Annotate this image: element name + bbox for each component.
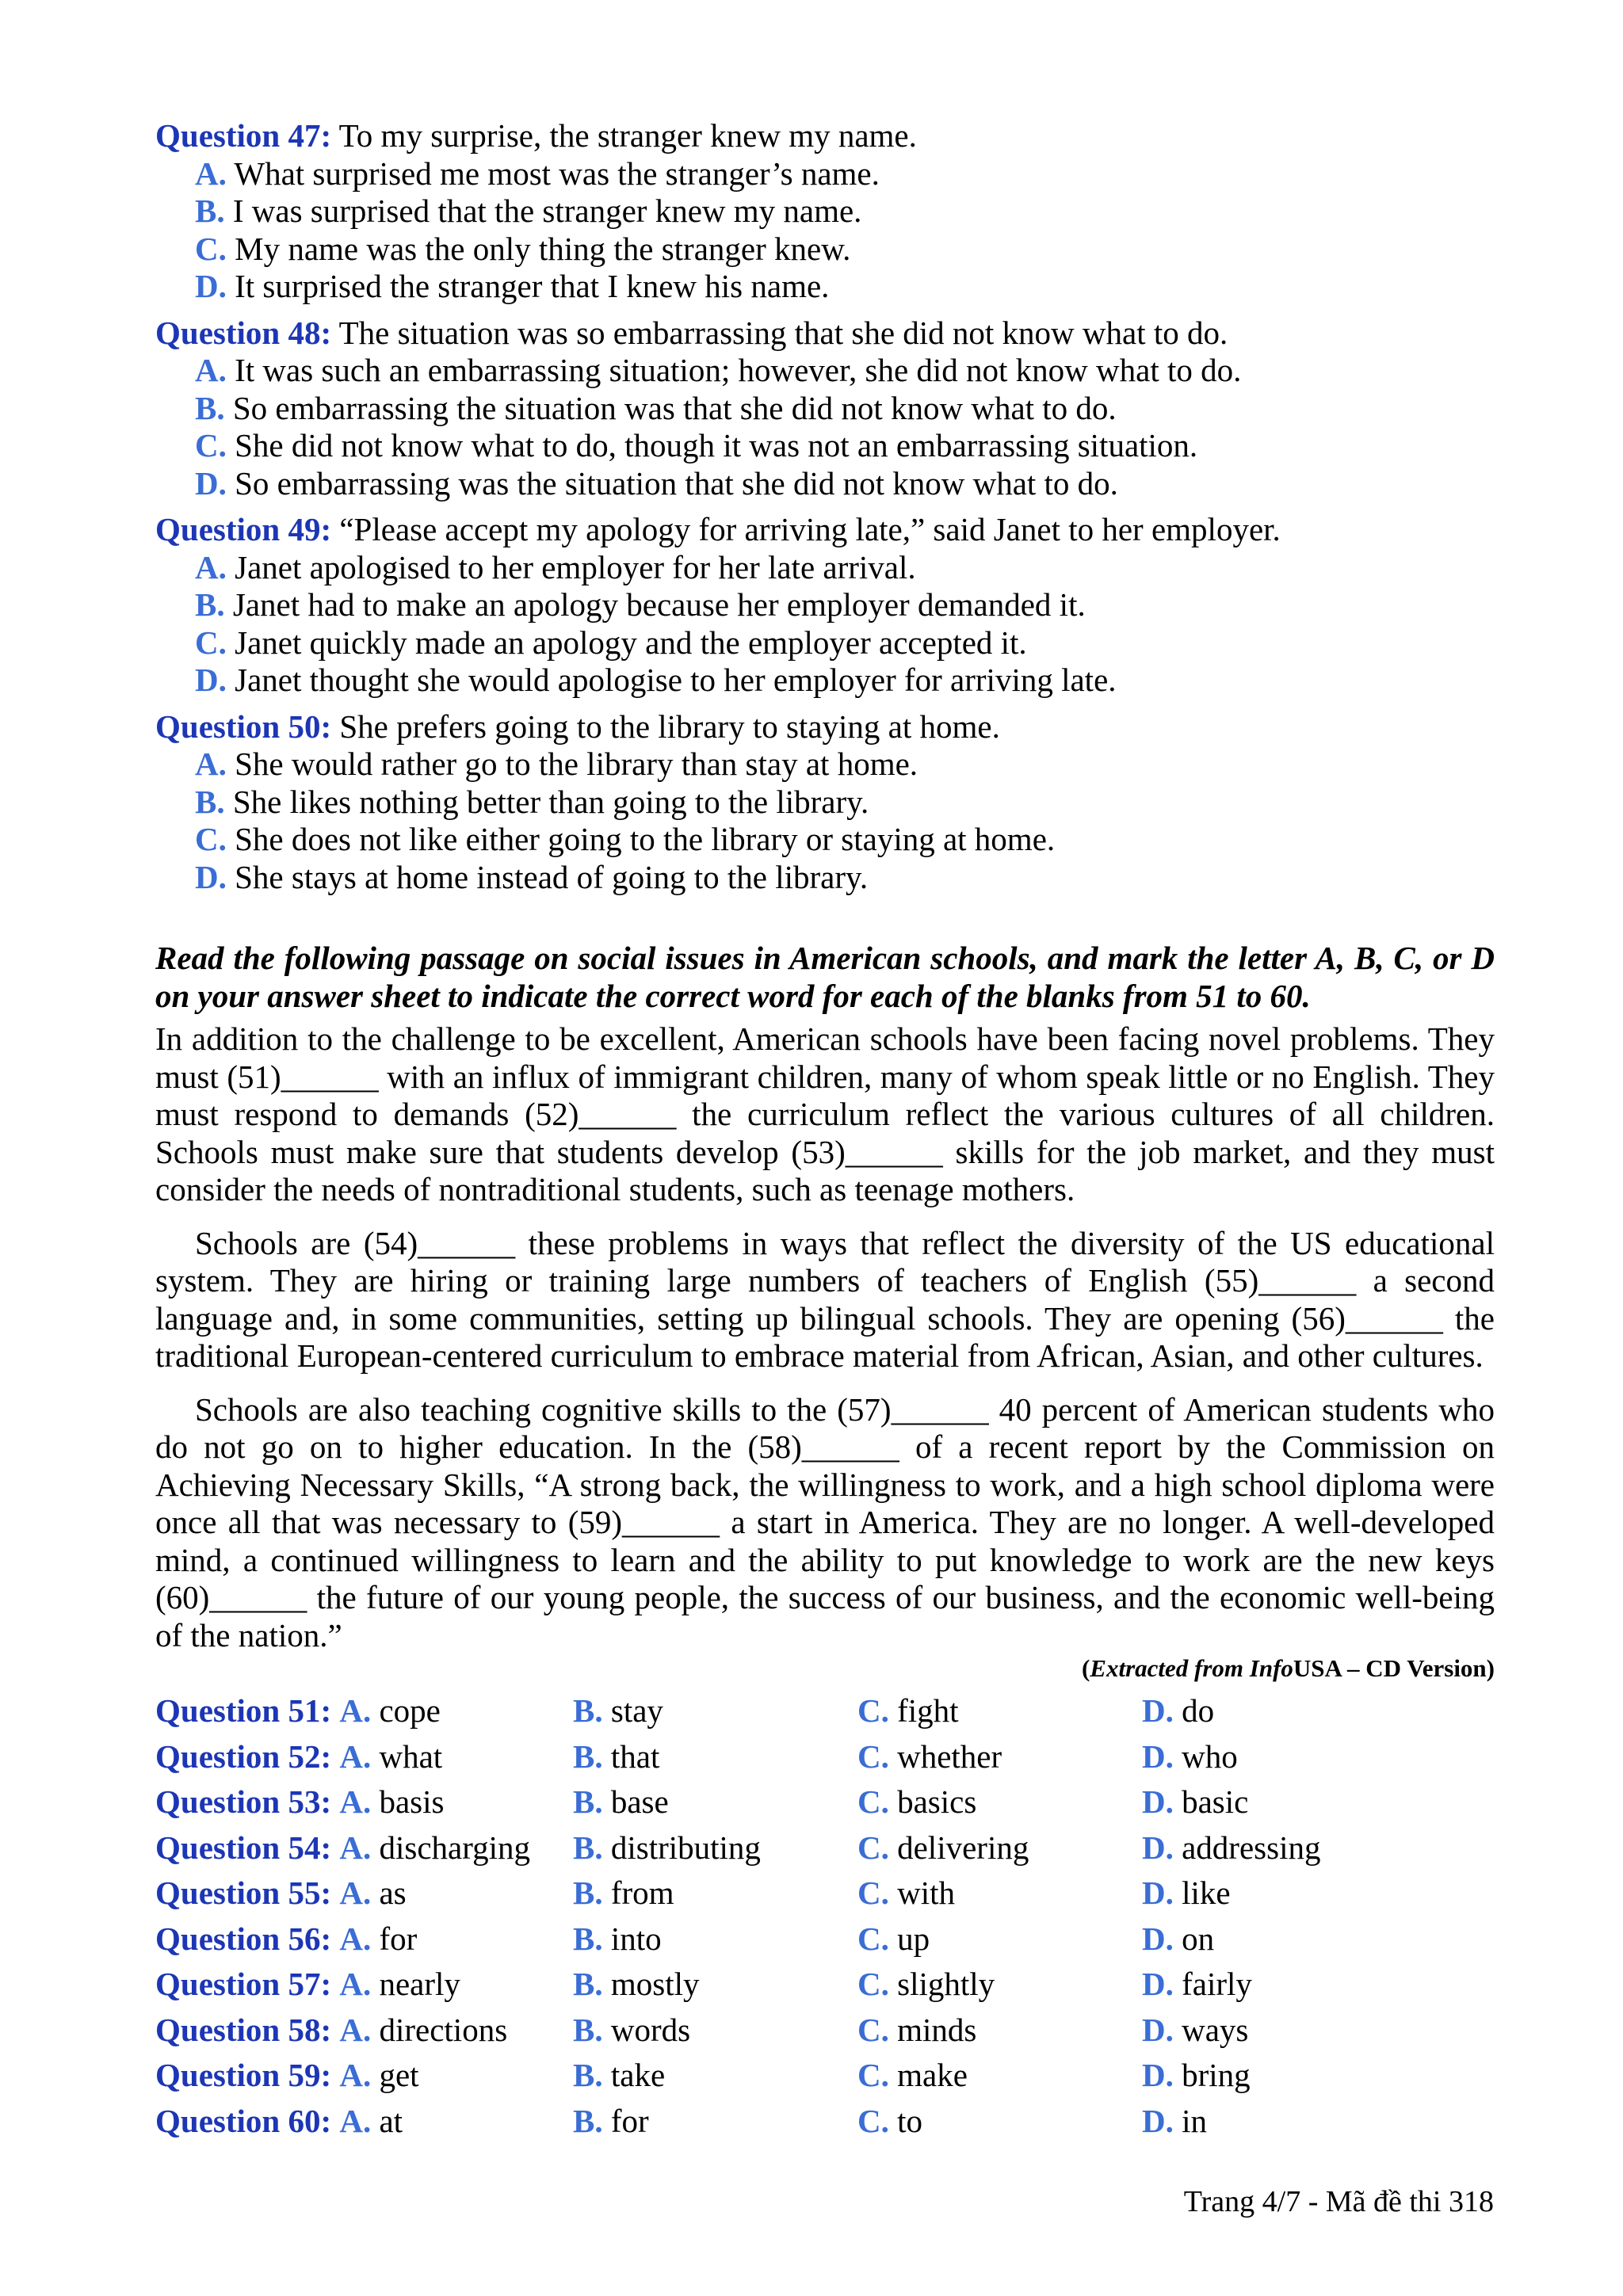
question-label: Question 48: xyxy=(155,314,332,351)
option-a xyxy=(155,1783,444,1821)
option-text: She would rather go to the library than stay at home. xyxy=(235,746,918,782)
option-b xyxy=(573,1829,761,1867)
option-letter: A. xyxy=(195,548,227,585)
option-letter: C. xyxy=(857,2011,889,2048)
option-text: like xyxy=(1182,1875,1231,1911)
question-54 xyxy=(155,1829,1495,1867)
option-letter: D. xyxy=(195,858,227,895)
option-b xyxy=(155,586,1495,624)
option-d xyxy=(1142,1875,1231,1913)
option-text: What surprised me most was the stranger’s name. xyxy=(234,154,880,192)
option-text: She does not like either going to the library or staying at home. xyxy=(235,821,1056,857)
option-letter: B. xyxy=(573,1875,603,1911)
option-c xyxy=(857,2103,922,2141)
option-letter: C. xyxy=(857,1783,889,1820)
option-text: addressing xyxy=(1182,1829,1321,1866)
option-letter: D. xyxy=(195,662,227,698)
option-letter: D. xyxy=(1142,2011,1174,2048)
option-text: basic xyxy=(1182,1783,1249,1820)
question-52 xyxy=(155,1738,1495,1776)
question-label: Question 49: xyxy=(155,511,332,547)
option-c xyxy=(857,1692,959,1730)
option-text: to xyxy=(897,2102,923,2139)
option-text: slightly xyxy=(897,1966,995,2002)
option-text: discharging xyxy=(379,1829,531,1866)
option-d xyxy=(155,859,1495,897)
option-d xyxy=(155,662,1495,700)
option-c xyxy=(857,1920,930,1958)
option-letter: A. xyxy=(339,1737,372,1775)
option-letter: D. xyxy=(1142,1875,1174,1911)
option-letter: C. xyxy=(195,821,227,857)
option-letter: C. xyxy=(195,427,227,463)
option-text: base xyxy=(610,1783,669,1820)
question-50 xyxy=(155,708,1495,897)
citation-open: ( xyxy=(1081,1654,1090,1682)
option-b xyxy=(573,2012,690,2050)
option-text: directions xyxy=(379,2011,508,2048)
option-text: stay xyxy=(610,1692,663,1729)
option-letter: A. xyxy=(339,1875,372,1911)
question-label: Question 47: xyxy=(155,117,332,154)
option-text: It was such an embarrassing situation; however, she did not know what to do. xyxy=(235,352,1242,388)
option-text: from xyxy=(610,1875,674,1911)
option-letter: B. xyxy=(573,1737,603,1775)
question-label: Question 55: xyxy=(155,1875,332,1911)
option-letter: D. xyxy=(1142,1920,1174,1957)
option-text: She likes nothing better than going to the library. xyxy=(232,783,869,820)
question-label: Question 58: xyxy=(155,2011,332,2048)
page-content xyxy=(155,117,1495,2148)
option-a xyxy=(155,1692,441,1730)
option-letter: C. xyxy=(195,624,227,661)
option-letter: C. xyxy=(857,2102,889,2139)
option-text: do xyxy=(1182,1692,1215,1729)
option-text: at xyxy=(379,2102,403,2139)
option-text: in xyxy=(1182,2102,1208,2139)
option-letter: A. xyxy=(339,1920,372,1957)
option-text: So embarrassing the situation was that she did not know what to do. xyxy=(232,389,1117,426)
option-d xyxy=(1142,1692,1214,1730)
option-d xyxy=(1142,2012,1248,2050)
option-letter: A. xyxy=(339,2011,372,2048)
option-c xyxy=(857,1829,1029,1867)
option-c xyxy=(857,2012,976,2050)
option-letter: C. xyxy=(857,1966,889,2002)
passage-paragraph-1: In addition to the challenge to be excellent, American schools have been facing novel problems. They must (51)______ with an influx of immigrant children, many of whom speak little or no English. They must respond to demands (52)______ the curriculum reflect the various cultures of all children. Schools must make sure that students develop (53)______ skills for the job market, and they must consider the needs of nontraditional students, such as teenage mothers. xyxy=(155,1020,1495,1207)
question-59 xyxy=(155,2057,1495,2095)
question-label: Question 59: xyxy=(155,2057,332,2093)
option-text: up xyxy=(897,1920,930,1957)
option-letter: C. xyxy=(857,1829,889,1866)
option-text: take xyxy=(610,2057,666,2093)
question-stem: The situation was so embarrassing that she did not know what to do. xyxy=(338,314,1228,351)
question-label: Question 56: xyxy=(155,1920,332,1957)
option-text: My name was the only thing the stranger knew. xyxy=(235,230,851,267)
question-51 xyxy=(155,1692,1495,1730)
option-text: on xyxy=(1182,1920,1215,1957)
option-letter: A. xyxy=(339,1692,372,1729)
option-text: fight xyxy=(897,1692,959,1729)
option-letter: A. xyxy=(339,1966,372,2002)
option-text: Janet thought she would apologise to her employer for arriving late. xyxy=(235,662,1117,698)
option-text: She stays at home instead of going to the library. xyxy=(235,858,869,895)
option-b xyxy=(573,2057,665,2095)
option-d xyxy=(155,268,1495,306)
option-letter: A. xyxy=(195,154,227,192)
option-letter: B. xyxy=(573,2102,603,2139)
option-b xyxy=(155,784,1495,822)
question-label: Question 51: xyxy=(155,1692,332,1729)
option-text: as xyxy=(379,1875,407,1911)
option-a xyxy=(155,2103,403,2141)
option-b xyxy=(155,390,1495,428)
option-b xyxy=(573,1875,674,1913)
option-a xyxy=(155,2012,507,2050)
question-48 xyxy=(155,315,1495,503)
option-letter: D. xyxy=(1142,1692,1174,1729)
question-label: Question 52: xyxy=(155,1737,332,1775)
option-letter: C. xyxy=(857,1692,889,1729)
option-letter: B. xyxy=(195,586,225,623)
option-text: Janet apologised to her employer for her late arrival. xyxy=(235,548,916,585)
option-text: ways xyxy=(1182,2011,1249,2048)
option-b xyxy=(573,1738,659,1776)
citation-rest: USA – CD Version) xyxy=(1293,1654,1495,1682)
passage-paragraph-2: Schools are (54)______ these problems in ways that reflect the diversity of the US educational system. They are hiring or training large numbers of teachers of English (55)______ a second language and, in some communities, setting up bilingual schools. They are opening (56)______ the traditional European-centered curriculum to embrace material from African, Asian, and other cultures. xyxy=(155,1224,1495,1374)
option-text: for xyxy=(610,2102,649,2139)
question-49 xyxy=(155,511,1495,700)
option-letter: D. xyxy=(1142,2102,1174,2139)
option-d xyxy=(1142,1920,1214,1958)
option-letter: A. xyxy=(339,2057,372,2093)
question-label: Question 57: xyxy=(155,1966,332,2002)
question-53 xyxy=(155,1783,1495,1821)
option-letter: B. xyxy=(573,1920,603,1957)
option-text: bring xyxy=(1182,2057,1251,2093)
option-a xyxy=(155,352,1495,390)
option-letter: A. xyxy=(195,746,227,782)
option-letter: B. xyxy=(573,1783,603,1820)
passage-citation xyxy=(155,1654,1495,1683)
option-c xyxy=(857,2057,968,2095)
option-letter: B. xyxy=(195,193,225,229)
option-a xyxy=(155,1875,407,1913)
option-letter: A. xyxy=(339,2102,372,2139)
option-c xyxy=(155,427,1495,465)
option-text: cope xyxy=(379,1692,441,1729)
question-stem-line xyxy=(155,117,1495,155)
option-text: distributing xyxy=(610,1829,761,1866)
option-letter: D. xyxy=(1142,1737,1174,1775)
option-letter: A. xyxy=(339,1829,372,1866)
option-text: basis xyxy=(379,1783,445,1820)
option-letter: B. xyxy=(195,389,225,426)
question-label: Question 53: xyxy=(155,1783,332,1820)
passage-paragraph-3: Schools are also teaching cognitive skills to the (57)______ 40 percent of American students who do not go on to higher education. In the (58)______ of a recent report by the Commission on Achieving Necessary Skills, “A strong back, the willingness to work, and a high school diploma were once all that was necessary to (59)______ a start in America. They are no longer. A well-developed mind, a continued willingness to learn and the ability to put knowledge to work are the new keys (60)______ the future of our young people, the success of our business, and the economic well-being of the nation.” xyxy=(155,1390,1495,1653)
option-letter: D. xyxy=(1142,1966,1174,2002)
option-letter: B. xyxy=(573,1692,603,1729)
option-text: minds xyxy=(897,2011,977,2048)
option-text: with xyxy=(897,1875,956,1911)
option-text: make xyxy=(897,2057,968,2093)
option-letter: C. xyxy=(857,2057,889,2093)
option-text: get xyxy=(379,2057,419,2093)
option-a xyxy=(155,1738,442,1776)
option-letter: D. xyxy=(1142,2057,1174,2093)
question-57 xyxy=(155,1966,1495,2004)
question-58 xyxy=(155,2012,1495,2050)
option-letter: A. xyxy=(339,1783,372,1820)
option-b xyxy=(573,1920,662,1958)
option-text: I was surprised that the stranger knew my name. xyxy=(232,193,862,229)
question-stem-line xyxy=(155,708,1495,746)
page-footer: Trang 4/7 - Mã đề thi 318 xyxy=(1183,2185,1494,2218)
option-text: for xyxy=(379,1920,418,1957)
option-d xyxy=(1142,1783,1248,1821)
option-letter: C. xyxy=(857,1920,889,1957)
question-55 xyxy=(155,1875,1495,1913)
option-d xyxy=(1142,1829,1320,1867)
option-text: whether xyxy=(897,1737,1002,1775)
option-c xyxy=(155,821,1495,859)
option-b xyxy=(573,1783,669,1821)
question-stem-line xyxy=(155,315,1495,353)
question-47 xyxy=(155,117,1495,306)
option-letter: B. xyxy=(573,2011,603,2048)
option-c xyxy=(857,1783,976,1821)
passage-instruction: Read the following passage on social issues in American schools, and mark the letter A, B, C, or D on your answer sheet to indicate the correct word for each of the blanks from 51 to 60. xyxy=(155,940,1495,1014)
option-c xyxy=(857,1966,995,2004)
option-text: mostly xyxy=(610,1966,700,2002)
option-b xyxy=(573,2103,649,2141)
option-a xyxy=(155,746,1495,784)
option-letter: B. xyxy=(573,2057,603,2093)
option-text: that xyxy=(610,1737,660,1775)
option-a xyxy=(155,1966,460,2004)
option-b xyxy=(573,1966,700,2004)
option-text: It surprised the stranger that I knew his name. xyxy=(235,268,830,304)
option-b xyxy=(155,193,1495,231)
option-letter: D. xyxy=(1142,1783,1174,1820)
option-d xyxy=(1142,1966,1252,2004)
option-text: nearly xyxy=(379,1966,460,2002)
question-stem: To my surprise, the stranger knew my name. xyxy=(338,117,917,154)
option-letter: A. xyxy=(195,352,227,388)
option-d xyxy=(1142,2057,1251,2095)
option-letter: D. xyxy=(195,464,227,502)
question-label: Question 60: xyxy=(155,2102,332,2139)
option-c xyxy=(155,624,1495,662)
option-c xyxy=(155,231,1495,269)
option-text: So embarrassing was the situation that she did not know what to do. xyxy=(235,464,1118,502)
option-letter: C. xyxy=(857,1875,889,1911)
option-letter: D. xyxy=(1142,1829,1174,1866)
question-label: Question 54: xyxy=(155,1829,332,1866)
option-letter: D. xyxy=(195,268,227,304)
option-a xyxy=(155,2057,419,2095)
option-a xyxy=(155,155,1495,193)
option-text: into xyxy=(610,1920,662,1957)
option-text: what xyxy=(379,1737,443,1775)
option-text: who xyxy=(1182,1737,1238,1775)
option-d xyxy=(1142,1738,1238,1776)
option-a xyxy=(155,549,1495,587)
option-d xyxy=(1142,2103,1207,2141)
option-text: Janet had to make an apology because her employer demanded it. xyxy=(232,586,1086,623)
cloze-questions xyxy=(155,1692,1495,2140)
option-text: words xyxy=(610,2011,691,2048)
option-c xyxy=(857,1738,1002,1776)
question-label: Question 50: xyxy=(155,707,332,745)
question-stem: She prefers going to the library to staying at home. xyxy=(339,707,1000,745)
option-letter: C. xyxy=(195,230,227,267)
question-stem: “Please accept my apology for arriving late,” said Janet to her employer. xyxy=(339,511,1281,547)
option-a xyxy=(155,1920,417,1958)
option-letter: B. xyxy=(573,1966,603,2002)
option-letter: B. xyxy=(195,783,225,820)
option-a xyxy=(155,1829,530,1867)
question-stem-line xyxy=(155,511,1495,549)
option-c xyxy=(857,1875,955,1913)
option-b xyxy=(573,1692,663,1730)
option-text: delivering xyxy=(897,1829,1029,1866)
option-d xyxy=(155,465,1495,503)
question-60 xyxy=(155,2103,1495,2141)
option-text: She did not know what to do, though it was not an embarrassing situation. xyxy=(235,427,1198,463)
option-text: Janet quickly made an apology and the employer accepted it. xyxy=(235,624,1027,661)
question-56 xyxy=(155,1920,1495,1958)
option-letter: C. xyxy=(857,1737,889,1775)
option-letter: B. xyxy=(573,1829,603,1866)
citation-italic: Extracted from Info xyxy=(1090,1654,1293,1682)
option-text: fairly xyxy=(1182,1966,1252,2002)
option-text: basics xyxy=(897,1783,977,1820)
